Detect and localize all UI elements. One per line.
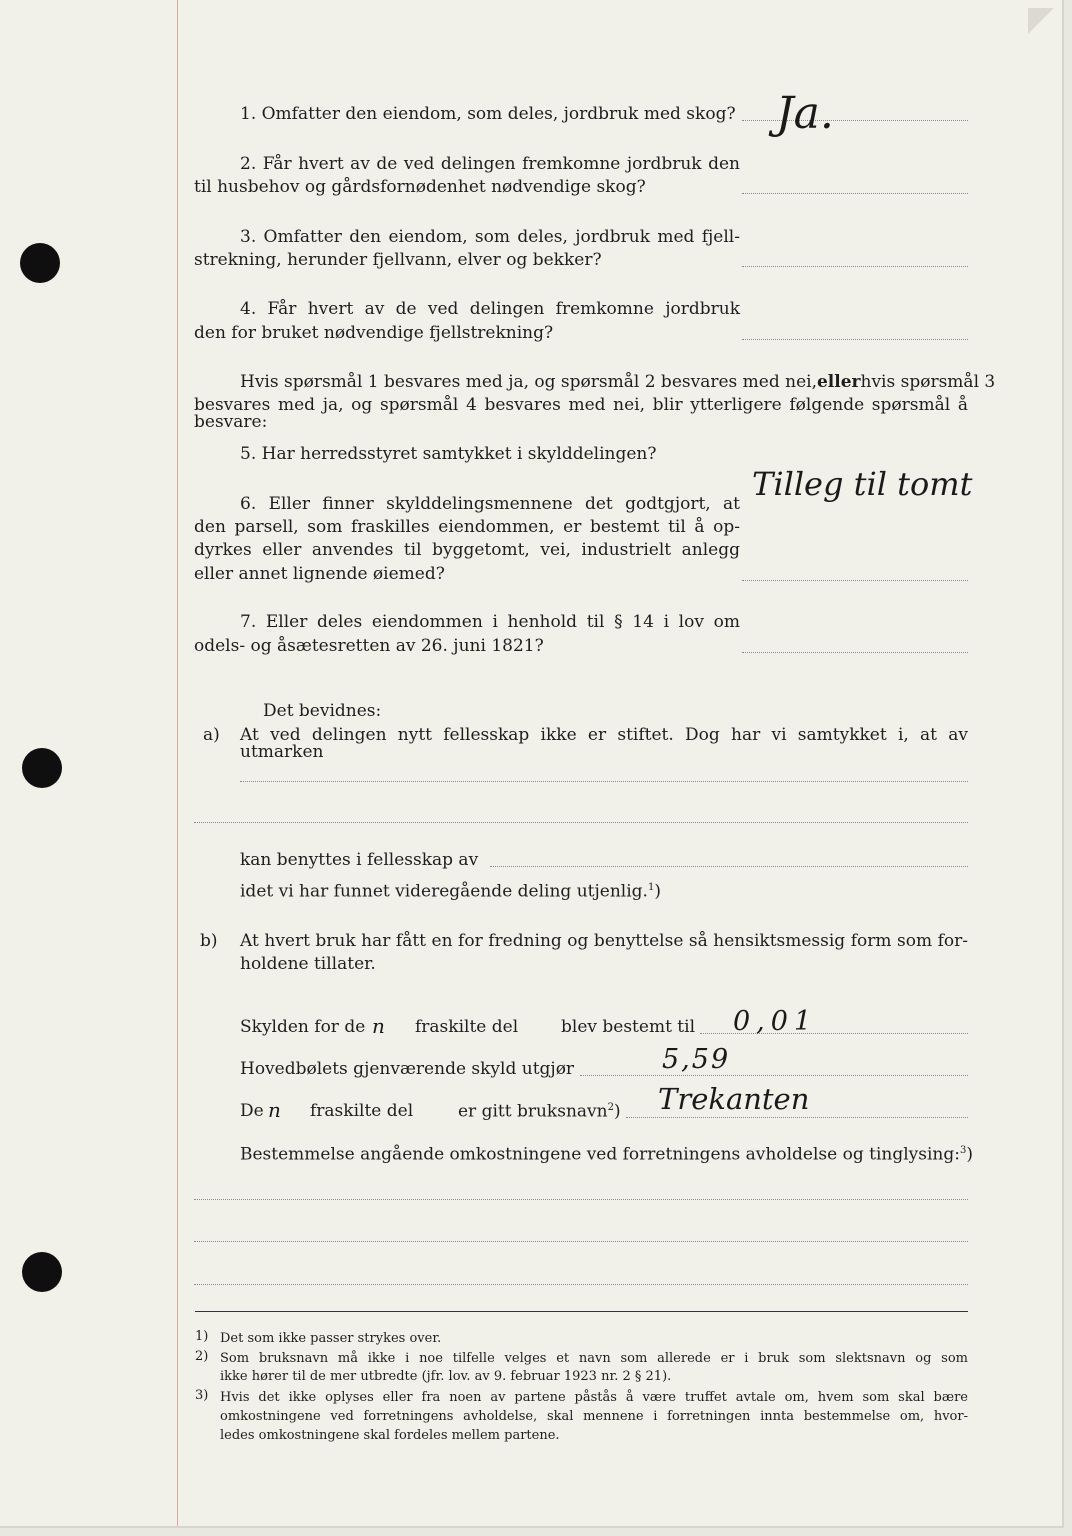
den-label-3: er gitt bruksnavn bbox=[458, 1101, 608, 1122]
footnote-3-mark: 3) bbox=[195, 1388, 209, 1403]
question-7-line-2: odels- og åsætesretten av 26. juni 1821? bbox=[194, 636, 544, 656]
den-line bbox=[626, 1117, 968, 1118]
footnote-1-mark: 1) bbox=[195, 1329, 209, 1344]
footnote-1: Det som ikke passer strykes over. bbox=[220, 1331, 442, 1346]
margin-line bbox=[177, 0, 178, 1526]
certify-b-marker: b) bbox=[200, 931, 218, 951]
den-hand-n: n bbox=[268, 1098, 281, 1122]
punch-hole-top bbox=[20, 243, 60, 283]
question-6-line-4: eller annet lignende øiemed? bbox=[194, 564, 445, 584]
certify-heading: Det bevidnes: bbox=[263, 701, 382, 721]
condition-line-1-text-b: hvis spørsmål 3 bbox=[860, 372, 996, 392]
certify-b-line-1: At hvert bruk har fått en for fredning og benyttelse så hensiktsmessig form som for- bbox=[240, 931, 968, 951]
bestem-label: Bestemmelse angående omkostningene ved forretningens avholdelse og tinglysing: bbox=[240, 1144, 960, 1165]
answer-line-7 bbox=[742, 652, 968, 653]
hoved-label: Hovedbølets gjenværende skyld utgjør bbox=[240, 1059, 575, 1079]
bestem-close: ) bbox=[966, 1144, 973, 1165]
idet-footnote-ref: 1 bbox=[647, 882, 655, 893]
den-label-1: De bbox=[240, 1101, 264, 1121]
utmark-line-2 bbox=[194, 822, 968, 823]
condition-line-1 bbox=[240, 372, 996, 392]
shared-line bbox=[490, 866, 968, 867]
den-footnote-ref: 2 bbox=[607, 1102, 614, 1113]
question-7-line-1: 7. Eller deles eiendommen i henhold til § 14 i lov om bbox=[240, 612, 740, 632]
answer-line-4 bbox=[742, 339, 968, 340]
skyld-label-3: blev bestemt til bbox=[561, 1017, 696, 1037]
skyld-value: 0,01 bbox=[733, 1006, 818, 1037]
condition-line-1-bold: eller bbox=[816, 372, 861, 392]
question-2-line-1: 2. Får hvert av de ved delingen fremkomne jordbruk den bbox=[240, 154, 740, 174]
den-close: ) bbox=[613, 1101, 621, 1122]
footnote-3-line-2: omkostningene ved forretningens avholdelse, skal mennene i forretningen innta bestemmelse om, hvor- bbox=[220, 1409, 968, 1424]
question-3-line-1: 3. Omfatter den eiendom, som deles, jordbruk med fjell- bbox=[240, 227, 740, 247]
footnote-3-line-1: Hvis det ikke oplyses eller fra noen av partene påstås å være truffet avtale om, hvem som skal bære bbox=[220, 1390, 968, 1405]
question-6-line-3: dyrkes eller anvendes til byggetomt, vei, industrielt anlegg bbox=[194, 540, 740, 560]
footnote-3-line-3: ledes omkostningene skal fordeles mellem partene. bbox=[220, 1428, 560, 1443]
condition-line-1-text-a: Hvis spørsmål 1 besvares med ja, og spørsmål 2 besvares med nei, bbox=[240, 372, 817, 392]
answer-line-6 bbox=[742, 580, 968, 581]
certify-b-line-2: holdene tillater. bbox=[240, 954, 376, 974]
question-2-line-2: til husbehov og gårdsfornødenhet nødvendige skog? bbox=[194, 177, 646, 197]
condition-line-2: besvares med ja, og spørsmål 4 besvares med nei, blir ytterligere følgende spørsmål å besvare: bbox=[194, 395, 968, 432]
footnote-2-line-2: ikke hører til de mer utbredte (jfr. lov. av 9. februar 1923 nr. 2 § 21). bbox=[220, 1369, 672, 1384]
question-5: 5. Har herredsstyret samtykket i skylddelingen? bbox=[240, 444, 657, 464]
hoved-line bbox=[580, 1075, 968, 1076]
question-3-line-2: strekning, herunder fjellvann, elver og bekker? bbox=[194, 250, 602, 270]
question-4-line-2: den for bruket nødvendige fjellstrekning? bbox=[194, 323, 554, 343]
skyld-label-1: Skylden for de bbox=[240, 1017, 366, 1037]
answer-6-handwritten: Tilleg til tomt bbox=[752, 465, 973, 503]
question-1: 1. Omfatter den eiendom, som deles, jordbruk med skog? bbox=[240, 104, 736, 124]
hoved-value: 5,59 bbox=[662, 1044, 731, 1075]
idet-close: ) bbox=[654, 881, 661, 902]
punch-hole-middle bbox=[22, 748, 62, 788]
bestem-line-3 bbox=[194, 1284, 968, 1285]
certify-a-marker: a) bbox=[203, 725, 220, 745]
footnote-rule bbox=[195, 1311, 968, 1312]
idet-text bbox=[240, 883, 661, 901]
punch-hole-bottom bbox=[22, 1252, 62, 1292]
certify-a-text: At ved delingen nytt fellesskap ikke er stiftet. Dog har vi samtykket i, at av utmarken bbox=[240, 725, 968, 762]
footnote-2-mark: 2) bbox=[195, 1349, 209, 1364]
skyld-label-2: fraskilte del bbox=[415, 1017, 519, 1037]
den-label-2: fraskilte del bbox=[310, 1101, 414, 1121]
bestem-footnote-ref: 3 bbox=[959, 1145, 967, 1156]
skyld-hand-n: n bbox=[372, 1014, 385, 1038]
answer-1-handwritten: Ja. bbox=[776, 88, 834, 139]
den-label-3-wrap bbox=[458, 1103, 621, 1121]
answer-line-2 bbox=[742, 193, 968, 194]
footnote-2-line-1: Som bruksnavn må ikke i noe tilfelle velges et navn som allerede er i bruk som slektsnavn og som bbox=[220, 1351, 968, 1366]
den-value: Trekanten bbox=[658, 1082, 810, 1116]
question-4-line-1: 4. Får hvert av de ved delingen fremkomne jordbruk bbox=[240, 299, 740, 319]
bestem-line-2 bbox=[194, 1241, 968, 1242]
shared-label: kan benyttes i fellesskap av bbox=[240, 850, 479, 870]
folded-corner bbox=[1028, 8, 1054, 34]
idet-label: idet vi har funnet videregående deling utjenlig. bbox=[240, 881, 648, 902]
bestem-label-wrap bbox=[240, 1146, 973, 1164]
utmark-line-1 bbox=[240, 781, 968, 782]
question-6-line-1: 6. Eller finner skylddelingsmennene det godtgjort, at bbox=[240, 494, 740, 514]
bestem-line-1 bbox=[194, 1199, 968, 1200]
answer-line-3 bbox=[742, 266, 968, 267]
question-6-line-2: den parsell, som fraskilles eiendommen, er bestemt til å op- bbox=[194, 517, 740, 537]
